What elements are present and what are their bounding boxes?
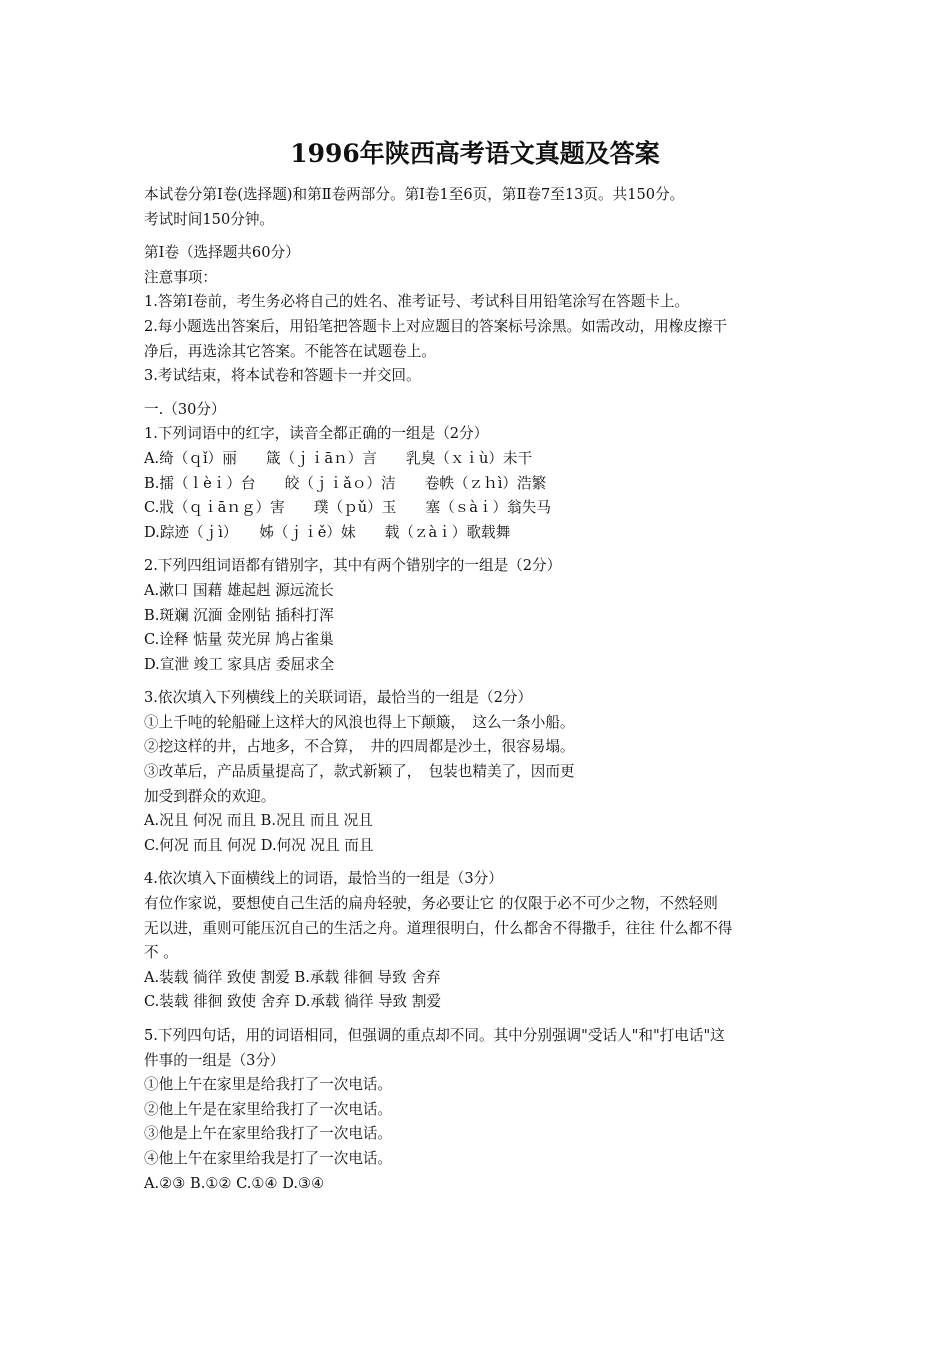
sentence-line: ②他上午是在家里给我打了一次电话。	[144, 1100, 393, 1118]
page-title: 1996年陕西高考语文真题及答案	[290, 139, 660, 168]
option-line: A.况且 何况 而且 B.况且 而且 况且	[144, 812, 373, 830]
note-line: 3.考试结束，将本试卷和答题卡一并交回。	[144, 367, 421, 385]
passage-line: 不 。	[144, 944, 178, 962]
question-stem: 5.下列四句话，用的词语相同，但强调的重点却不同。其中分别强调"受话人"和"打电话"这	[144, 1027, 725, 1044]
question-stem: 1.下列词语中的红字，读音全都正确的一组是（2分）	[144, 425, 489, 443]
intro-block	[144, 183, 812, 232]
option-line: C.何况 而且 何况 D.何况 况且 而且	[144, 836, 374, 854]
question-3	[144, 686, 812, 858]
intro-line: 本试卷分第Ⅰ卷(选择题)和第Ⅱ卷两部分。第Ⅰ卷1至6页，第Ⅱ卷7至13页。共150分。	[144, 186, 685, 203]
passage-line: 有位作家说，要想使自己生活的扁舟轻驶，务必要让它 的仅限于必不可少之物，不然轻则	[144, 895, 718, 913]
intro-line: 考试时间150分钟。	[144, 210, 275, 228]
option-line: D.踪迹（ｊì） 姊（ｊｉě）妹 载（ｚàｉ）歌载舞	[144, 523, 511, 541]
notes-heading: 注意事项：	[144, 268, 217, 286]
option-line: C.戕（ｑｉāｎｇ）害 璞（ｐǔ）玉 塞（ｓàｉ）翁失马	[144, 499, 551, 517]
option-line: C.诠释 惦量 荧光屏 鸠占雀巢	[144, 631, 334, 649]
sentence-line: 加受到群众的欢迎。	[144, 787, 276, 805]
option-line: A.②③ B.①② C.①④ D.③④	[144, 1174, 325, 1192]
sentence-line: ③改革后，产品质量提高了，款式新颖了， 包装也精美了，因而更	[144, 763, 575, 781]
sentence-line: ②挖这样的井，占地多，不合算， 井的四周都是沙土，很容易塌。	[144, 738, 575, 756]
question-5	[144, 1024, 812, 1196]
option-line: A.装载 徜徉 致使 割爱 B.承载 徘徊 导致 舍弃	[144, 968, 441, 986]
note-line: 净后，再选涂其它答案。不能答在试题卷上。	[144, 342, 436, 360]
document-body	[144, 183, 812, 1196]
option-line: B.斑斓 沉湎 金刚钻 插科打浑	[144, 606, 334, 624]
notes-block	[144, 241, 812, 389]
sentence-line: ③他是上午在家里给我打了一次电话。	[144, 1125, 393, 1143]
question-stem: 4.依次填入下面横线上的词语，最恰当的一组是（3分）	[144, 870, 503, 888]
part-heading: 一.（30分）	[144, 400, 226, 418]
question-stem: 2.下列四组词语都有错别字，其中有两个错别字的一组是（2分）	[144, 557, 562, 575]
sentence-line: ①上千吨的轮船碰上这样大的风浪也得上下颠簸， 这么一条小船。	[144, 713, 575, 731]
option-line: C.装载 徘徊 致使 舍弃 D.承载 徜徉 导致 割爱	[144, 993, 442, 1011]
option-line: A.绮（ｑǐ）丽 箴（ｊｉāｎ）言 乳臭（ｘｉù）未干	[144, 449, 533, 467]
question-4	[144, 867, 812, 1015]
question-2	[144, 554, 812, 677]
option-line: A.漱口 国藉 雄起赳 源远流长	[144, 581, 334, 599]
sentence-line: ④他上午在家里给我是打了一次电话。	[144, 1149, 393, 1167]
option-line: D.宣泄 竣工 家具店 委屈求全	[144, 655, 335, 673]
note-line: 2.每小题选出答案后，用铅笔把答题卡上对应题目的答案标号涂黑。如需改动，用橡皮擦干	[144, 317, 728, 335]
question-stem: 3.依次填入下列横线上的关联词语，最恰当的一组是（2分）	[144, 689, 533, 707]
question-stem: 件事的一组是（3分）	[144, 1051, 285, 1069]
sentence-line: ①他上午在家里是给我打了一次电话。	[144, 1076, 393, 1094]
section-heading: 第Ⅰ卷（选择题共60分）	[144, 244, 300, 262]
passage-line: 无以进，重则可能压沉自己的生活之舟。道理很明白，什么都舍不得撒手，往往 什么都不得	[144, 919, 733, 937]
note-line: 1.答第Ⅰ卷前，考生务必将自己的姓名、准考证号、考试科目用铅笔涂写在答题卡上。	[144, 293, 690, 311]
question-1	[144, 398, 812, 546]
option-line: B.擂（ｌèｉ）台 皎（ｊｉǎｏ）洁 卷帙（ｚｈì）浩繁	[144, 474, 547, 492]
